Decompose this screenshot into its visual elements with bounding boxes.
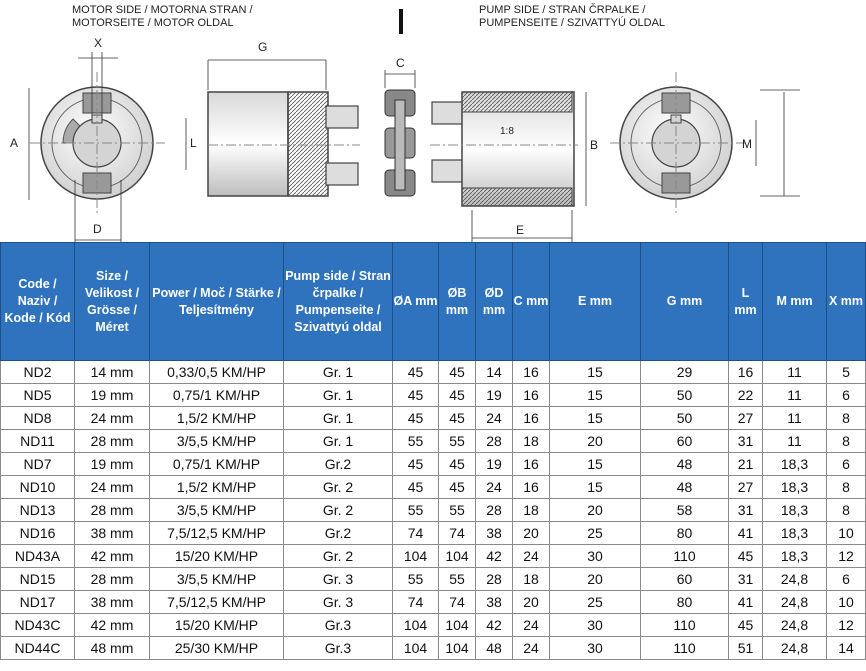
cell-power: 7,5/12,5 KM/HP xyxy=(150,522,284,545)
cell-c: 16 xyxy=(513,384,550,407)
cell-size: 14 mm xyxy=(75,361,150,384)
cell-g: 80 xyxy=(641,591,729,614)
cell-b: 104 xyxy=(439,614,476,637)
cell-l: 31 xyxy=(729,499,763,522)
cell-x: 6 xyxy=(827,453,866,476)
cell-code: ND15 xyxy=(1,568,75,591)
cell-pump-side: Gr. 2 xyxy=(284,476,393,499)
cell-code: ND17 xyxy=(1,591,75,614)
table-row xyxy=(1,499,866,522)
cell-b: 74 xyxy=(439,591,476,614)
dim-a-label: A xyxy=(10,136,19,150)
cell-power: 0,33/0,5 KM/HP xyxy=(150,361,284,384)
col-header-pump-side: Pump side / Stran črpalke / Pumpenseite / Szivattyú oldal xyxy=(284,243,393,361)
cell-size: 42 mm xyxy=(75,545,150,568)
cell-power: 25/30 KM/HP xyxy=(150,637,284,660)
cell-b: 45 xyxy=(439,453,476,476)
cell-pump-side: Gr. 1 xyxy=(284,384,393,407)
dim-g-label: G xyxy=(258,40,268,54)
cell-c: 24 xyxy=(513,637,550,660)
cell-x: 14 xyxy=(827,637,866,660)
cell-size: 19 mm xyxy=(75,453,150,476)
table-row xyxy=(1,407,866,430)
cell-a: 45 xyxy=(393,476,439,499)
cell-a: 45 xyxy=(393,453,439,476)
motor-side-label-line2: MOTORSEITE / MOTOR OLDAL xyxy=(72,17,234,29)
table-row xyxy=(1,522,866,545)
cell-a: 55 xyxy=(393,430,439,453)
cell-g: 50 xyxy=(641,384,729,407)
cell-x: 10 xyxy=(827,522,866,545)
cell-b: 45 xyxy=(439,384,476,407)
cell-l: 31 xyxy=(729,430,763,453)
cell-g: 60 xyxy=(641,430,729,453)
cell-m: 11 xyxy=(763,430,827,453)
pump-side-label-line1: PUMP SIDE / STRAN ČRPALKE / xyxy=(479,4,646,16)
cell-size: 48 mm xyxy=(75,637,150,660)
cell-a: 104 xyxy=(393,545,439,568)
cell-d: 14 xyxy=(476,361,513,384)
table-row xyxy=(1,614,866,637)
cell-m: 24,8 xyxy=(763,637,827,660)
cell-g: 110 xyxy=(641,545,729,568)
cell-x: 10 xyxy=(827,591,866,614)
col-header-size: Size / Velikost / Grösse / Méret xyxy=(75,243,150,361)
cell-x: 8 xyxy=(827,430,866,453)
cell-power: 1,5/2 KM/HP xyxy=(150,407,284,430)
cell-a: 104 xyxy=(393,614,439,637)
motor-end-view xyxy=(29,52,186,242)
cell-code: ND43C xyxy=(1,614,75,637)
technical-drawing xyxy=(0,0,805,242)
cell-c: 20 xyxy=(513,522,550,545)
cell-b: 104 xyxy=(439,637,476,660)
cell-m: 24,8 xyxy=(763,568,827,591)
cell-l: 41 xyxy=(729,591,763,614)
cell-size: 28 mm xyxy=(75,430,150,453)
cell-x: 5 xyxy=(827,361,866,384)
coupling-spec-table xyxy=(0,242,866,660)
cell-g: 80 xyxy=(641,522,729,545)
cell-pump-side: Gr.2 xyxy=(284,522,393,545)
cell-e: 25 xyxy=(550,522,641,545)
cell-c: 16 xyxy=(513,361,550,384)
cell-m: 18,3 xyxy=(763,522,827,545)
cell-a: 74 xyxy=(393,591,439,614)
cell-power: 15/20 KM/HP xyxy=(150,545,284,568)
cell-l: 27 xyxy=(729,476,763,499)
cell-code: ND2 xyxy=(1,361,75,384)
cell-g: 48 xyxy=(641,476,729,499)
cell-b: 55 xyxy=(439,430,476,453)
cell-m: 11 xyxy=(763,384,827,407)
cell-code: ND7 xyxy=(1,453,75,476)
cell-d: 28 xyxy=(476,430,513,453)
cell-pump-side: Gr. 3 xyxy=(284,568,393,591)
cell-l: 41 xyxy=(729,522,763,545)
cell-c: 16 xyxy=(513,476,550,499)
cell-x: 8 xyxy=(827,499,866,522)
motor-side-label-line1: MOTOR SIDE / MOTORNA STRAN / xyxy=(72,4,253,16)
cell-pump-side: Gr. 1 xyxy=(284,430,393,453)
cell-e: 30 xyxy=(550,545,641,568)
table-row xyxy=(1,545,866,568)
cell-code: ND16 xyxy=(1,522,75,545)
cell-size: 38 mm xyxy=(75,591,150,614)
spider-element xyxy=(385,70,415,196)
cell-pump-side: Gr. 2 xyxy=(284,545,393,568)
cell-size: 19 mm xyxy=(75,384,150,407)
cell-d: 48 xyxy=(476,637,513,660)
cell-x: 8 xyxy=(827,407,866,430)
cell-d: 38 xyxy=(476,591,513,614)
table-row xyxy=(1,430,866,453)
cell-g: 110 xyxy=(641,637,729,660)
cell-m: 18,3 xyxy=(763,453,827,476)
cell-c: 16 xyxy=(513,407,550,430)
cell-l: 45 xyxy=(729,614,763,637)
cell-g: 60 xyxy=(641,568,729,591)
dim-b-label: B xyxy=(590,138,599,152)
cell-d: 24 xyxy=(476,407,513,430)
coupling-drawing-svg xyxy=(0,0,805,242)
cell-l: 16 xyxy=(729,361,763,384)
cell-b: 45 xyxy=(439,361,476,384)
cell-a: 104 xyxy=(393,637,439,660)
cell-e: 20 xyxy=(550,499,641,522)
cell-power: 0,75/1 KM/HP xyxy=(150,384,284,407)
cell-c: 20 xyxy=(513,591,550,614)
cell-pump-side: Gr.3 xyxy=(284,614,393,637)
dim-m-label: M xyxy=(742,137,752,151)
cell-size: 28 mm xyxy=(75,499,150,522)
cell-power: 3/5,5 KM/HP xyxy=(150,430,284,453)
cell-l: 21 xyxy=(729,453,763,476)
cell-d: 28 xyxy=(476,568,513,591)
cell-a: 45 xyxy=(393,361,439,384)
cell-x: 12 xyxy=(827,545,866,568)
cell-g: 110 xyxy=(641,614,729,637)
table-header-row xyxy=(1,243,866,361)
cell-l: 31 xyxy=(729,568,763,591)
cell-a: 55 xyxy=(393,499,439,522)
cell-l: 45 xyxy=(729,545,763,568)
cell-e: 30 xyxy=(550,614,641,637)
col-header-d: ØD mm xyxy=(476,243,513,361)
col-header-a: ØA mm xyxy=(393,243,439,361)
cell-code: ND8 xyxy=(1,407,75,430)
cell-code: ND43A xyxy=(1,545,75,568)
cell-c: 18 xyxy=(513,430,550,453)
cell-g: 58 xyxy=(641,499,729,522)
cell-b: 45 xyxy=(439,407,476,430)
cell-code: ND13 xyxy=(1,499,75,522)
cell-c: 18 xyxy=(513,568,550,591)
cell-d: 19 xyxy=(476,384,513,407)
col-header-b: ØB mm xyxy=(439,243,476,361)
cell-m: 11 xyxy=(763,407,827,430)
cell-code: ND5 xyxy=(1,384,75,407)
cell-l: 22 xyxy=(729,384,763,407)
pump-side-section-view xyxy=(430,92,586,242)
cell-l: 27 xyxy=(729,407,763,430)
cell-a: 45 xyxy=(393,407,439,430)
cell-b: 104 xyxy=(439,545,476,568)
table-row xyxy=(1,637,866,660)
cell-m: 24,8 xyxy=(763,614,827,637)
dim-x-label: X xyxy=(94,36,103,50)
col-header-l: L mm xyxy=(729,243,763,361)
col-header-g: G mm xyxy=(641,243,729,361)
cell-c: 18 xyxy=(513,499,550,522)
cell-e: 30 xyxy=(550,637,641,660)
cell-d: 24 xyxy=(476,476,513,499)
cell-size: 42 mm xyxy=(75,614,150,637)
cell-g: 29 xyxy=(641,361,729,384)
cell-power: 0,75/1 KM/HP xyxy=(150,453,284,476)
cell-power: 15/20 KM/HP xyxy=(150,614,284,637)
table-row xyxy=(1,476,866,499)
cell-size: 38 mm xyxy=(75,522,150,545)
cell-a: 74 xyxy=(393,522,439,545)
cell-a: 45 xyxy=(393,384,439,407)
cell-c: 24 xyxy=(513,614,550,637)
cell-c: 16 xyxy=(513,453,550,476)
col-header-e: E mm xyxy=(550,243,641,361)
cell-d: 38 xyxy=(476,522,513,545)
cell-code: ND10 xyxy=(1,476,75,499)
col-header-c: C mm xyxy=(513,243,550,361)
cell-b: 45 xyxy=(439,476,476,499)
dim-c-label: C xyxy=(396,56,405,70)
col-header-code: Code / Naziv / Kode / Kód xyxy=(1,243,75,361)
cell-a: 55 xyxy=(393,568,439,591)
pump-end-view xyxy=(610,72,800,215)
cell-b: 55 xyxy=(439,568,476,591)
cell-m: 11 xyxy=(763,361,827,384)
cell-code: ND11 xyxy=(1,430,75,453)
cell-e: 15 xyxy=(550,407,641,430)
cell-b: 55 xyxy=(439,499,476,522)
cell-x: 8 xyxy=(827,476,866,499)
cell-size: 24 mm xyxy=(75,407,150,430)
cell-e: 15 xyxy=(550,453,641,476)
taper-label: 1:8 xyxy=(500,126,514,137)
col-header-power: Power / Moč / Stärke / Teljesítmény xyxy=(150,243,284,361)
cell-l: 51 xyxy=(729,637,763,660)
dim-e-label: E xyxy=(516,223,525,237)
cell-power: 1,5/2 KM/HP xyxy=(150,476,284,499)
cell-power: 3/5,5 KM/HP xyxy=(150,568,284,591)
table-row xyxy=(1,384,866,407)
cell-m: 24,8 xyxy=(763,591,827,614)
separator-bar xyxy=(399,9,403,34)
cell-x: 12 xyxy=(827,614,866,637)
motor-side-section-view xyxy=(208,60,360,196)
cell-d: 42 xyxy=(476,614,513,637)
cell-e: 20 xyxy=(550,568,641,591)
cell-e: 15 xyxy=(550,361,641,384)
table-row xyxy=(1,453,866,476)
cell-pump-side: Gr.3 xyxy=(284,637,393,660)
cell-pump-side: Gr.2 xyxy=(284,453,393,476)
cell-power: 3/5,5 KM/HP xyxy=(150,499,284,522)
table-row xyxy=(1,361,866,384)
cell-pump-side: Gr. 1 xyxy=(284,361,393,384)
table-row xyxy=(1,591,866,614)
cell-m: 18,3 xyxy=(763,476,827,499)
pump-side-label-line2: PUMPENSEITE / SZIVATTYÚ OLDAL xyxy=(479,17,666,29)
cell-e: 15 xyxy=(550,476,641,499)
cell-pump-side: Gr. 2 xyxy=(284,499,393,522)
cell-e: 15 xyxy=(550,384,641,407)
cell-size: 28 mm xyxy=(75,568,150,591)
cell-d: 28 xyxy=(476,499,513,522)
cell-size: 24 mm xyxy=(75,476,150,499)
cell-x: 6 xyxy=(827,568,866,591)
cell-m: 18,3 xyxy=(763,545,827,568)
cell-pump-side: Gr. 1 xyxy=(284,407,393,430)
cell-g: 48 xyxy=(641,453,729,476)
col-header-m: M mm xyxy=(763,243,827,361)
cell-g: 50 xyxy=(641,407,729,430)
cell-e: 25 xyxy=(550,591,641,614)
cell-b: 74 xyxy=(439,522,476,545)
cell-c: 24 xyxy=(513,545,550,568)
cell-code: ND44C xyxy=(1,637,75,660)
dim-l-label: L xyxy=(190,136,197,150)
cell-d: 19 xyxy=(476,453,513,476)
cell-d: 42 xyxy=(476,545,513,568)
col-header-x: X mm xyxy=(827,243,866,361)
cell-e: 20 xyxy=(550,430,641,453)
cell-power: 7,5/12,5 KM/HP xyxy=(150,591,284,614)
cell-x: 6 xyxy=(827,384,866,407)
cell-pump-side: Gr. 3 xyxy=(284,591,393,614)
cell-m: 18,3 xyxy=(763,499,827,522)
table-row xyxy=(1,568,866,591)
dim-d-label: D xyxy=(93,222,102,236)
